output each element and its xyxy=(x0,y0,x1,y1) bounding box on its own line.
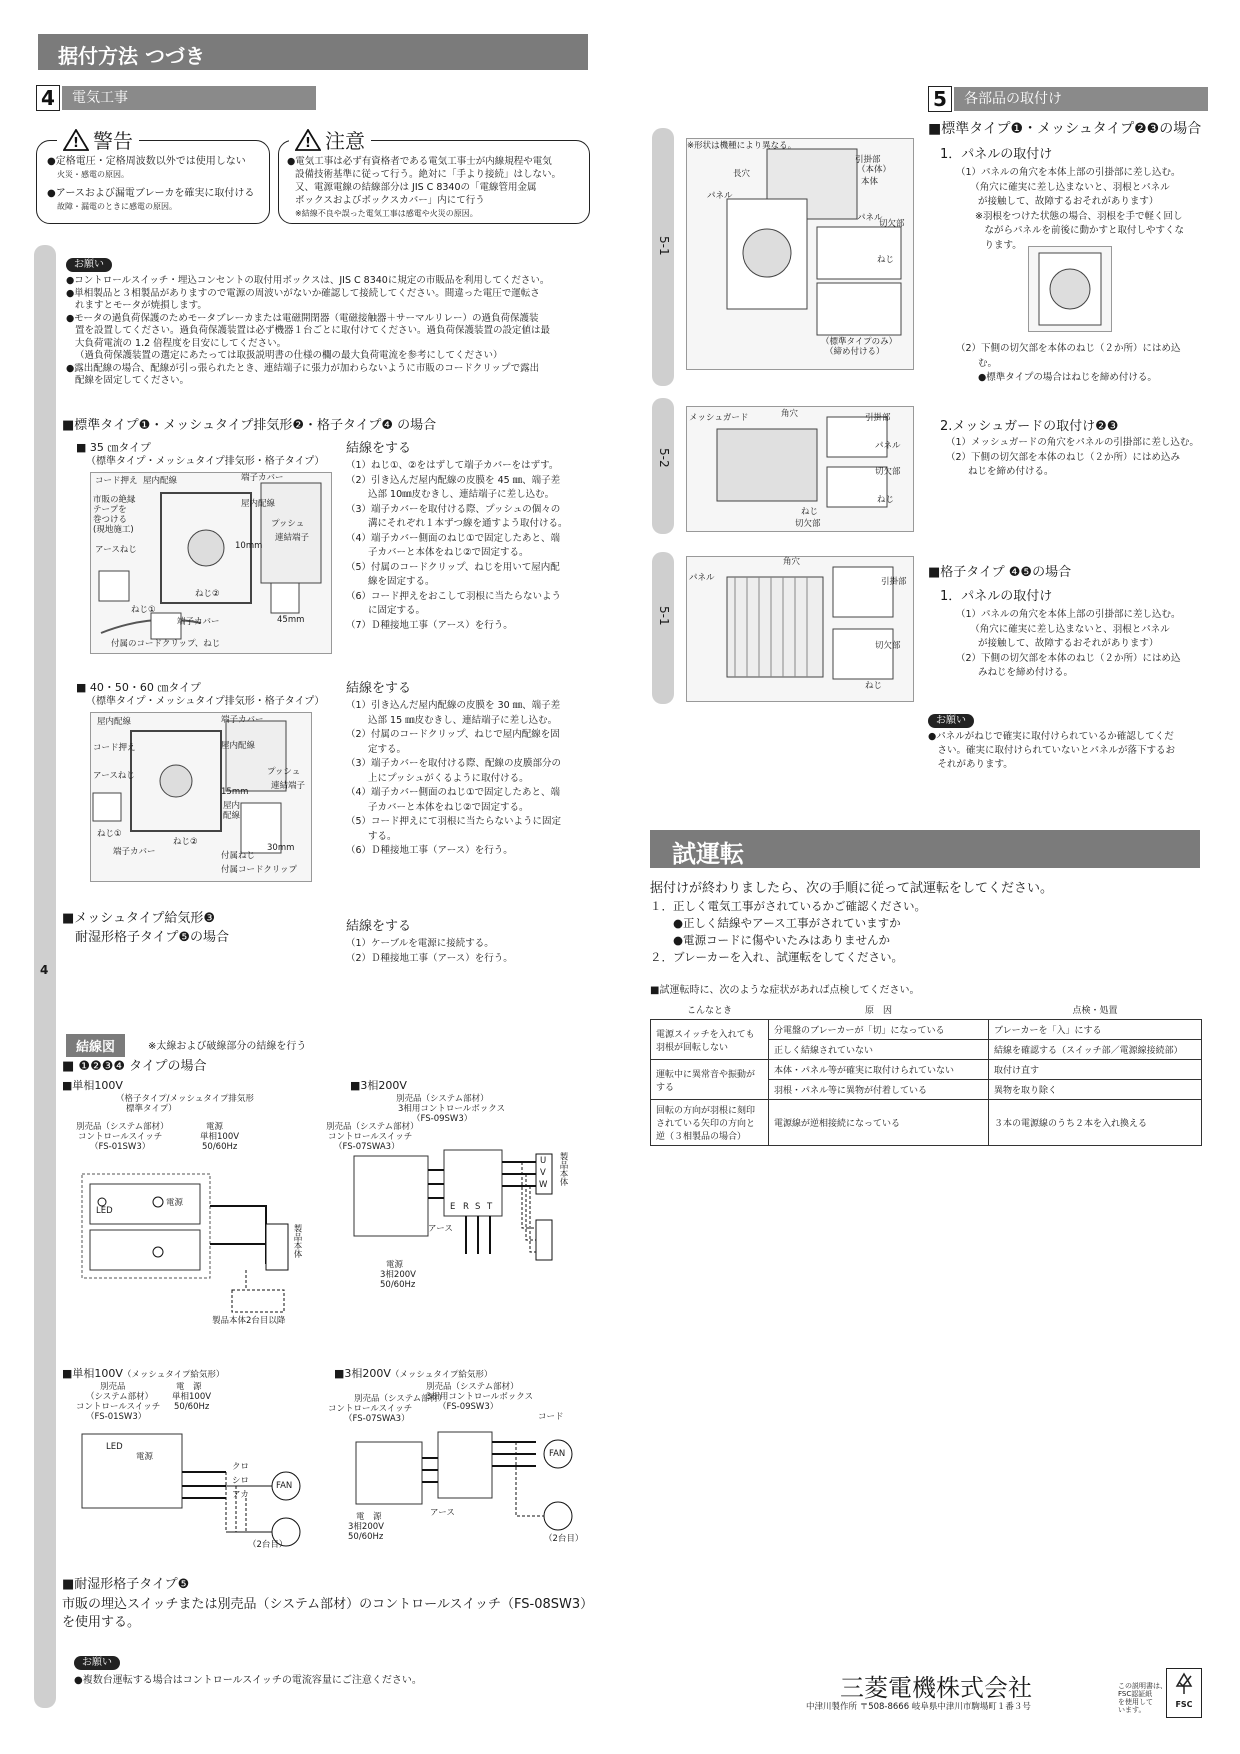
diagram-label: （FS-01SW3） xyxy=(86,1412,147,1422)
fig-label: ※形状は機種により異なる。 xyxy=(687,141,797,151)
diagram-label: コントロールスイッチ xyxy=(328,1404,413,1414)
fig-label: 引掛部 xyxy=(881,577,907,587)
request-label: お願い xyxy=(66,258,112,272)
connection-line: に固定する。 xyxy=(346,605,426,616)
diagram-title-text: ■3相200V xyxy=(334,1367,391,1380)
warning-box xyxy=(36,129,270,224)
fig-label: 切欠部 xyxy=(879,219,905,229)
connection-line: （4）端子カバー側面のねじ①で固定したあと、端 xyxy=(346,787,561,798)
fsc-logo xyxy=(1166,1668,1202,1718)
company-name: 三菱電機株式会社 xyxy=(840,1674,1032,1702)
fig-label: 端子カバー xyxy=(241,473,284,483)
section-title-4: 電気工事 xyxy=(62,86,316,110)
step-tab-label: 5-2 xyxy=(657,448,671,468)
wiring-request xyxy=(74,1650,594,1688)
fsc-note xyxy=(1118,1682,1167,1714)
table-header: こんなとき xyxy=(651,1000,769,1020)
diagram-label: （システム部材） xyxy=(86,1392,154,1402)
fsc-note-line: います。 xyxy=(1118,1706,1146,1714)
wiring-heading: ■ ❶❷❸❹ タイプの場合 xyxy=(62,1059,207,1074)
fig-label: 屋内配線 xyxy=(221,741,256,751)
instruction-line: （角穴に確実に差し込まないと、羽根とパネル xyxy=(956,623,1170,635)
warning-note: 火災・感電の原因。 xyxy=(57,170,129,179)
request-line: ●モータの過負荷保護のためモータブレーカまたは電磁開閉器（電磁接触器＋サーマルリレー）の過負荷保護装 xyxy=(66,312,539,324)
figure-grille-install xyxy=(686,556,914,702)
diagram-label: 製品本体 xyxy=(292,1224,302,1258)
diagram-label: コントロールスイッチ xyxy=(76,1402,161,1412)
company-address: 中津川製作所 〒508-8666 岐阜県中津川市駒場町１番３号 xyxy=(806,1702,1031,1712)
warning-title: 警告 xyxy=(93,129,133,153)
fig-label: 角穴 xyxy=(783,557,801,567)
table-cell-symptom: 電源スイッチを入れても羽根が回転しない xyxy=(651,1020,769,1060)
diagram-title-note: （メッシュタイプ給気形） xyxy=(390,1370,493,1380)
instruction-line: （2）下側の切欠部を本体のねじ（２か所）にはめ込 xyxy=(956,652,1181,664)
instruction-line: が接触して、故障するおそれがあります） xyxy=(956,196,1159,207)
figure-40-subtitle: （標準タイプ・メッシュタイプ排気形・格子タイプ） xyxy=(86,696,325,707)
connection-line: （2）引き込んだ屋内配線の皮膜を 45 ㎜、端子差 xyxy=(346,474,561,486)
instruction-line: ※羽根をつけた状態の場合、羽根を手で軽く回し xyxy=(956,210,1183,222)
diagram-label: 電源 xyxy=(136,1452,154,1462)
fig-label: (現地施工) xyxy=(93,525,134,535)
caution-line: ボックスおよびボックスカバー」内にて行う xyxy=(295,195,485,206)
fig-label: 配線 xyxy=(223,811,241,821)
fig-label: 屋内配線 xyxy=(97,717,132,727)
diagram-label: アース xyxy=(428,1224,453,1234)
trial-steps xyxy=(650,898,1200,966)
fig-label: 切欠部 xyxy=(875,467,901,477)
connection-line: （1）引き込んだ屋内配線の皮膜を 30 ㎜、端子差 xyxy=(346,700,561,711)
fig-label: 屋内配線 xyxy=(241,499,276,509)
diagram-label: 3相用コントロールボックス xyxy=(398,1104,506,1114)
caution-line: ●電気工事は必ず有資格者である電気工事士が内線規程や電気 xyxy=(287,156,552,167)
connection-line: （2）Ｄ種接地工事（アース）を行う。 xyxy=(346,952,513,964)
request-line: （過負荷保護装置の選定にあたっては取扱説明書の仕様の欄の最大負荷電流を参考にしてください） xyxy=(75,350,503,361)
connection-line: （4）端子カバー側面のねじ①で固定したあと、端 xyxy=(346,532,561,544)
diagram-label: 別売品（システム部材） xyxy=(354,1394,447,1404)
subsection-title: ■標準タイプ❶・メッシュタイプ排気形❷・格子タイプ❹ の場合 xyxy=(62,418,437,433)
diagram-label: U xyxy=(540,1156,547,1166)
sec5-b-title: 2.メッシュガードの取付け❷❸ xyxy=(940,419,1119,434)
sec5-a-step: 1．パネルの取付け xyxy=(940,147,1053,162)
table-cell-cause: 電源線が逆相接続になっている xyxy=(769,1100,989,1146)
fig-label: 切欠部 xyxy=(875,641,901,651)
wiring-note: ※太線および破線部分の結線を行う xyxy=(148,1041,307,1052)
fig-label: コード押え xyxy=(95,476,138,486)
connection-line: （3）端子カバーを取付ける際、配線の皮膜部分の xyxy=(346,758,562,769)
figure-40-title: ■ 40・50・60 ㎝タイプ xyxy=(76,681,201,694)
diagram-label: W xyxy=(539,1180,548,1190)
diagram-title xyxy=(62,1366,224,1383)
connection-line: （5）付属のコードクリップ、ねじを用いて屋内配 xyxy=(346,561,560,573)
sec5-b-lines xyxy=(946,436,1208,480)
diagram-label: コントロールスイッチ xyxy=(328,1132,413,1142)
connection-line: （7）Ｄ種接地工事（アース）を行う。 xyxy=(346,619,513,631)
fig-label: （本体） xyxy=(857,165,892,175)
table-cell-cause: 本体・パネル等が確実に取付けられていない xyxy=(769,1060,989,1080)
diagram-label: コード xyxy=(538,1412,564,1422)
fig-label: アースねじ xyxy=(95,545,137,555)
fig-label: メッシュガード xyxy=(689,413,749,423)
fig-label: 15mm xyxy=(221,787,249,797)
connection-title: 結線をする xyxy=(346,441,412,456)
fsc-note-line: を使用して xyxy=(1118,1698,1153,1706)
step-tab-label: 5-1 xyxy=(657,606,671,626)
connection-line: 込部 10㎜皮むきし、連結端子に差し込む。 xyxy=(346,489,555,500)
caution-line: 又、電源電線の結線部分は JIS C 8340の「電線管用金属 xyxy=(295,182,537,193)
request-line: ●パネルがねじで確実に取付けられているか確認してくだ xyxy=(928,731,1174,742)
figure-35-title: ■ 35 ㎝タイプ xyxy=(76,441,151,454)
connection-line: （2）付属のコードクリップ、ねじで屋内配線を固 xyxy=(346,729,560,740)
instruction-line: （1）パネルの角穴を本体上部の引掛部に差し込む。 xyxy=(956,167,1181,178)
connection-steps-b xyxy=(346,918,596,966)
table-cell-action: 異物を取り除く xyxy=(989,1080,1202,1100)
diagram-label: 3相200V xyxy=(380,1270,416,1280)
sec5-request xyxy=(928,708,1208,772)
fsc-logo-text: FSC xyxy=(1175,1700,1193,1709)
table-row xyxy=(651,1100,1202,1146)
table-header: 原 因 xyxy=(769,1000,989,1020)
instruction-line: ねじを締め付ける。 xyxy=(946,466,1054,477)
connection-line: 子カバーと本体をねじ②で固定する。 xyxy=(346,547,529,558)
request-line: 置を設置してください。過負荷保護装置は必ず機器１台ごとに取付けてください。過負荷保護装置の設定値は最 xyxy=(75,325,551,336)
figure-panel-install xyxy=(686,138,914,370)
diagram-label: LED xyxy=(106,1442,123,1452)
subsection-title: ■メッシュタイプ給気形❸ xyxy=(62,911,216,926)
diagram-label: シロ xyxy=(232,1476,250,1486)
table-cell-action: 結線を確認する（スイッチ部／電源線接続部） xyxy=(989,1040,1202,1060)
page-title: 据付方法 つづき xyxy=(58,44,205,68)
warning-item: ●アースおよび漏電ブレーカを確実に取付ける xyxy=(47,188,255,199)
connection-line: （1）ケーブルを電源に接続する。 xyxy=(346,938,494,949)
wiring-diagram-single-100v xyxy=(76,1094,316,1330)
connection-line: 線を固定する。 xyxy=(346,576,435,587)
fig-label: ねじ xyxy=(877,255,895,265)
sec5-a-lines xyxy=(956,166,1206,253)
connection-line: （6）コード押えをおこして羽根に当たらないよう xyxy=(346,590,562,602)
trial-table-caption: ■試運転時に、次のような症状があれば点検してください。 xyxy=(650,985,920,996)
sec5-c-title: ■格子タイプ ❹❺の場合 xyxy=(928,565,1072,580)
fig-label: 引掛部 xyxy=(855,155,881,165)
figure-panel-rotate xyxy=(1028,246,1112,332)
request-block xyxy=(66,252,596,388)
diagram-label: （2台目） xyxy=(248,1540,288,1550)
diagram-label: E xyxy=(450,1202,456,1212)
fig-label: コード押え xyxy=(93,743,136,753)
request-line: れますとモータが焼損します。 xyxy=(75,300,207,311)
fig-label: ねじ② xyxy=(173,837,198,847)
fig-label: テープを xyxy=(93,505,127,515)
section-title-5: 各部品の取付け xyxy=(954,87,1208,111)
table-cell-cause: 分電盤のブレーカーが「切」になっている xyxy=(769,1020,989,1040)
fsc-note-line: この説明書は、 xyxy=(1118,1682,1167,1690)
diagram-label: （格子タイプ/メッシュタイプ排気形 xyxy=(116,1094,254,1104)
tree-check-icon xyxy=(1171,1672,1197,1696)
diagram-label: 別売品（システム部材） xyxy=(426,1382,519,1392)
diagram-label: 50/60Hz xyxy=(380,1280,416,1290)
diagram-label: 別売品（システム部材） xyxy=(326,1122,419,1132)
fig-label: パネル xyxy=(857,213,883,223)
request-label: お願い xyxy=(74,1656,120,1670)
instruction-line: （1）メッシュガードの角穴をパネルの引掛部に差し込む。 xyxy=(946,437,1199,448)
request-line: ●単相製品と３相製品がありますので電源の周波いがないか確認して接続してください。間違った電圧で運転さ xyxy=(66,287,540,299)
fig-label: （標準タイプのみ） xyxy=(821,337,898,347)
section-number-4: 4 xyxy=(36,85,60,111)
diagram-label: 3相用コントロールボックス xyxy=(426,1392,534,1402)
diagram-label: 単相100V xyxy=(172,1392,212,1402)
warning-item: ●定格電圧・定格周波数以外では使用しない xyxy=(47,156,246,167)
diagram-label: クロ xyxy=(232,1462,250,1472)
caution-title: 注意 xyxy=(325,129,365,153)
fig-label: ねじ xyxy=(877,495,895,505)
fig-label: アースねじ xyxy=(93,771,135,781)
fig-label: プッシュ xyxy=(267,767,301,777)
warning-note: 故障・漏電のときに感電の原因。 xyxy=(57,202,177,211)
request-line: ●露出配線の場合、配線が引っ張られたとき、連結端子に張力が加わらないように市販のコードクリップで露出 xyxy=(66,362,540,374)
trial-step: １．正しく電気工事がされているかご確認ください。 xyxy=(650,899,926,913)
figure-35-subtitle: （標準タイプ・メッシュタイプ排気形・格子タイプ） xyxy=(86,456,325,467)
figure-40cm-wiring xyxy=(90,712,312,882)
table-cell-symptom: 運転中に異常音や振動がする xyxy=(651,1060,769,1100)
humid-text: 市販の埋込スイッチまたは別売品（システム部材）のコントロールスイッチ（FS-08SW3） xyxy=(62,1597,594,1612)
diagram-title: ■単相100V xyxy=(62,1079,123,1092)
fig-label: 付属コードクリップ xyxy=(221,865,297,875)
diagram-label: 電 源 xyxy=(176,1382,202,1392)
trial-header xyxy=(650,830,1200,868)
instruction-line: みねじを締め付ける。 xyxy=(956,667,1074,678)
instruction-line: （2）下側の切欠部を本体のねじ（２か所）にはめ込み xyxy=(946,451,1181,463)
fig-label: 連結端子 xyxy=(275,533,310,543)
connection-line: する。 xyxy=(346,830,397,842)
fig-label: パネル xyxy=(875,441,901,451)
fig-label: 10mm xyxy=(235,541,263,551)
subsection-title: 耐湿形格子タイプ❺の場合 xyxy=(62,930,230,945)
connection-steps-40 xyxy=(346,680,596,859)
instruction-line: ながらパネルを前後に動かすと取付しやすくな xyxy=(956,225,1185,236)
page-header xyxy=(38,34,588,70)
diagram-label: （FS-07SWA3） xyxy=(334,1142,400,1152)
step-tab-5-1b xyxy=(652,552,674,704)
diagram-title-text: ■単相100V xyxy=(62,1367,123,1380)
request-line: 大負荷電流の 1.2 倍程度を目安にしてください。 xyxy=(75,337,287,349)
diagram-title xyxy=(334,1366,492,1383)
diagram-label: FAN xyxy=(276,1481,293,1491)
connection-line: （6）Ｄ種接地工事（アース）を行う。 xyxy=(346,845,513,856)
trial-step: ●電源コードに傷やいたみはありませんか xyxy=(650,933,891,947)
humid-text: を使用する。 xyxy=(62,1615,141,1630)
diagram-label: （FS-09SW3） xyxy=(412,1114,473,1124)
request-line: 配線を固定してください。 xyxy=(75,375,190,386)
fig-label: ねじ① xyxy=(131,605,156,615)
connection-line: 定する。 xyxy=(346,743,407,755)
connection-steps-35 xyxy=(346,440,596,633)
diagram-label: アカ xyxy=(232,1490,249,1500)
request-line: ●複数台運転する場合はコントロールスイッチの電流容量にご注意ください。 xyxy=(74,1675,422,1686)
diagram-label: V xyxy=(540,1168,546,1178)
fig-label: 屋内 xyxy=(223,801,241,811)
sec5-c-step: 1．パネルの取付け xyxy=(940,589,1053,604)
diagram-label: 電源 xyxy=(166,1198,184,1208)
diagram-label: R xyxy=(463,1202,469,1212)
step-tab-5-1 xyxy=(652,128,674,386)
diagram-label: 電 源 xyxy=(356,1512,382,1522)
diagram-label: （2台目） xyxy=(544,1534,584,1544)
fig-label: ねじ xyxy=(865,681,883,691)
sec5-a-lines2 xyxy=(956,342,1206,386)
wiring-diagram-three-phase-200v-supply xyxy=(326,1382,586,1552)
diagram-label: （FS-09SW3） xyxy=(438,1402,499,1412)
table-row xyxy=(651,1020,1202,1040)
instruction-line: （角穴に確実に差し込まないと、羽根とパネル xyxy=(956,181,1170,193)
diagram-label: 単相100V xyxy=(200,1132,240,1142)
connection-line: 上にプッシュがくるように取付ける。 xyxy=(346,772,529,784)
caution-line: 設備技術基準に従って行う。絶対に「手より接続」はしない。 xyxy=(295,169,562,180)
connection-line: 溝にそれぞれ１本ずつ線を通すよう取付ける。 xyxy=(346,518,568,529)
connection-line: 込部 15 ㎜皮むきし、連結端子に差し込む。 xyxy=(346,714,558,726)
connection-title: 結線をする xyxy=(346,681,412,696)
trial-step: ２．ブレーカーを入れ、試運転をしてください。 xyxy=(650,950,903,964)
svg-text:!: ! xyxy=(73,135,79,151)
diagram-label: 電源 xyxy=(386,1260,404,1270)
fig-label: 引掛部 xyxy=(865,413,891,423)
table-header: 点検・処置 xyxy=(989,1000,1202,1020)
instruction-line: ●標準タイプの場合はねじを締め付ける。 xyxy=(956,372,1157,383)
fig-label: 屋内配線 xyxy=(143,476,178,486)
wiring-label: 結線図 xyxy=(66,1034,125,1057)
instruction-line: む。 xyxy=(956,357,998,369)
trial-step: ●正しく結線やアース工事がされていますか xyxy=(650,916,901,930)
diagram-label: LED xyxy=(96,1206,113,1216)
fig-label: （締め付ける） xyxy=(825,347,885,357)
figure-mesh-guard-install xyxy=(686,406,914,532)
fig-label: プッシュ xyxy=(271,519,305,529)
diagram-label: FAN xyxy=(549,1449,566,1459)
sec5-a-title: ■標準タイプ❶・メッシュタイプ❷❸の場合 xyxy=(928,121,1202,137)
fig-label: 端子カバー xyxy=(113,847,156,857)
fig-label: 巻つける xyxy=(93,515,128,525)
fig-label: 切欠部 xyxy=(795,519,821,529)
instruction-line: が接触して、故障するおそれがあります） xyxy=(956,638,1159,649)
diagram-label: 50/60Hz xyxy=(174,1402,210,1412)
request-line: さい。確実に取付けられていないとパネルが落下するお xyxy=(928,745,1176,756)
trial-title: 試運転 xyxy=(672,840,744,868)
caution-triangle-icon xyxy=(295,129,321,151)
request-line: ●コントロールスイッチ・埋込コンセントの取付用ボックスは、JIS C 8340に規定の市販品を利用してください。 xyxy=(66,275,550,286)
diagram-label: 3相200V xyxy=(348,1522,384,1532)
diagram-label: （FS-01SW3） xyxy=(90,1142,151,1152)
request-line: それがあります。 xyxy=(928,759,1013,770)
table-cell-symptom: 回転の方向が羽根に刻印されている矢印の方向と逆（３相製品の場合） xyxy=(651,1100,769,1146)
fig-label: 角穴 xyxy=(781,409,799,419)
connection-line: （5）コード押えにて羽根に当たらないように固定 xyxy=(346,816,562,827)
diagram-label: アース xyxy=(430,1508,455,1518)
diagram-label: コントロールスイッチ xyxy=(78,1132,163,1142)
diagram-label: 50/60Hz xyxy=(348,1532,384,1542)
sec5-c-lines xyxy=(956,608,1206,681)
fig-label: 本体 xyxy=(861,177,879,187)
warning-triangle-icon xyxy=(63,129,89,151)
connection-line: （1）ねじ①、②をはずして端子カバーをはずす。 xyxy=(346,460,559,471)
fig-label: 長穴 xyxy=(733,169,751,179)
connection-line: 子カバーと本体をねじ②で固定する。 xyxy=(346,801,529,813)
diagram-label: 別売品（システム部材） xyxy=(396,1094,489,1104)
table-cell-action: ３本の電源線のうち２本を入れ換える xyxy=(989,1100,1202,1146)
instruction-line: （2）下側の切欠部を本体のねじ（２か所）にはめ込 xyxy=(956,343,1181,354)
fig-label: ねじ① xyxy=(97,829,122,839)
diagram-label: 製品本体2台目以降 xyxy=(212,1316,286,1326)
instruction-line: ります。 xyxy=(956,239,1022,251)
table-row xyxy=(651,1060,1202,1080)
fig-label: 30mm xyxy=(267,843,295,853)
diagram-label: 別売品 xyxy=(100,1382,126,1392)
diagram-label: 別売品（システム部材） xyxy=(76,1122,169,1132)
caution-note: ※結線不良や誤った電気工事は感電や火災の原因。 xyxy=(295,209,478,218)
diagram-label: S xyxy=(475,1202,481,1212)
fig-label: 端子カバー xyxy=(221,715,264,725)
step-tab-label: 5-1 xyxy=(657,236,671,256)
instruction-line: （1）パネルの角穴を本体上部の引掛部に差し込む。 xyxy=(956,609,1181,620)
fig-label: 45mm xyxy=(277,615,305,625)
fig-label: ねじ② xyxy=(195,589,220,599)
fig-label: パネル xyxy=(689,573,715,583)
fig-label: 市販の絶縁 xyxy=(93,495,136,505)
troubleshooting-table xyxy=(650,1000,1202,1146)
fig-label: 端子カバー xyxy=(177,617,220,627)
request-label: お願い xyxy=(928,714,974,728)
fig-label: 付属のコードクリップ、ねじ xyxy=(111,639,221,649)
table-cell-cause: 羽根・パネル等に異物が付着している xyxy=(769,1080,989,1100)
diagram-label: （FS-07SWA3） xyxy=(344,1414,410,1424)
fig-label: ねじ xyxy=(801,507,819,517)
diagram-label: T xyxy=(487,1202,493,1212)
sidebar-page-number: 4 xyxy=(40,963,49,977)
connection-title: 結線をする xyxy=(346,919,412,934)
diagram-title: ■3相200V xyxy=(350,1079,407,1092)
fig-label: 連結端子 xyxy=(271,781,306,791)
trial-intro: 据付けが終わりましたら、次の手順に従って試運転をしてください。 xyxy=(650,881,1054,896)
diagram-label: 電源 xyxy=(206,1122,224,1132)
svg-text:!: ! xyxy=(305,135,311,151)
section-number-5: 5 xyxy=(928,86,952,112)
fig-label: パネル xyxy=(707,191,733,201)
caution-box xyxy=(278,129,590,224)
fsc-note-line: FSC認証紙 xyxy=(1118,1690,1153,1698)
diagram-title-note: （メッシュタイプ給気形） xyxy=(122,1370,225,1380)
diagram-label: 標準タイプ） xyxy=(126,1104,177,1114)
wiring-diagram-single-100v-supply xyxy=(76,1382,316,1552)
diagram-label: 製品本体 xyxy=(558,1152,568,1186)
connection-line: （3）端子カバーを取付ける際、プッシュの個々の xyxy=(346,503,561,515)
table-cell-cause: 正しく結線されていない xyxy=(769,1040,989,1060)
table-cell-action: 取付け直す xyxy=(989,1060,1202,1080)
fig-label: 付属ねじ xyxy=(221,851,256,861)
table-cell-action: ブレーカーを「入」にする xyxy=(989,1020,1202,1040)
diagram-label: 50/60Hz xyxy=(202,1142,238,1152)
figure-35cm-wiring xyxy=(90,472,332,654)
wiring-diagram-three-phase-200v xyxy=(326,1094,586,1304)
humid-title: ■耐湿形格子タイプ❺ xyxy=(62,1577,190,1592)
